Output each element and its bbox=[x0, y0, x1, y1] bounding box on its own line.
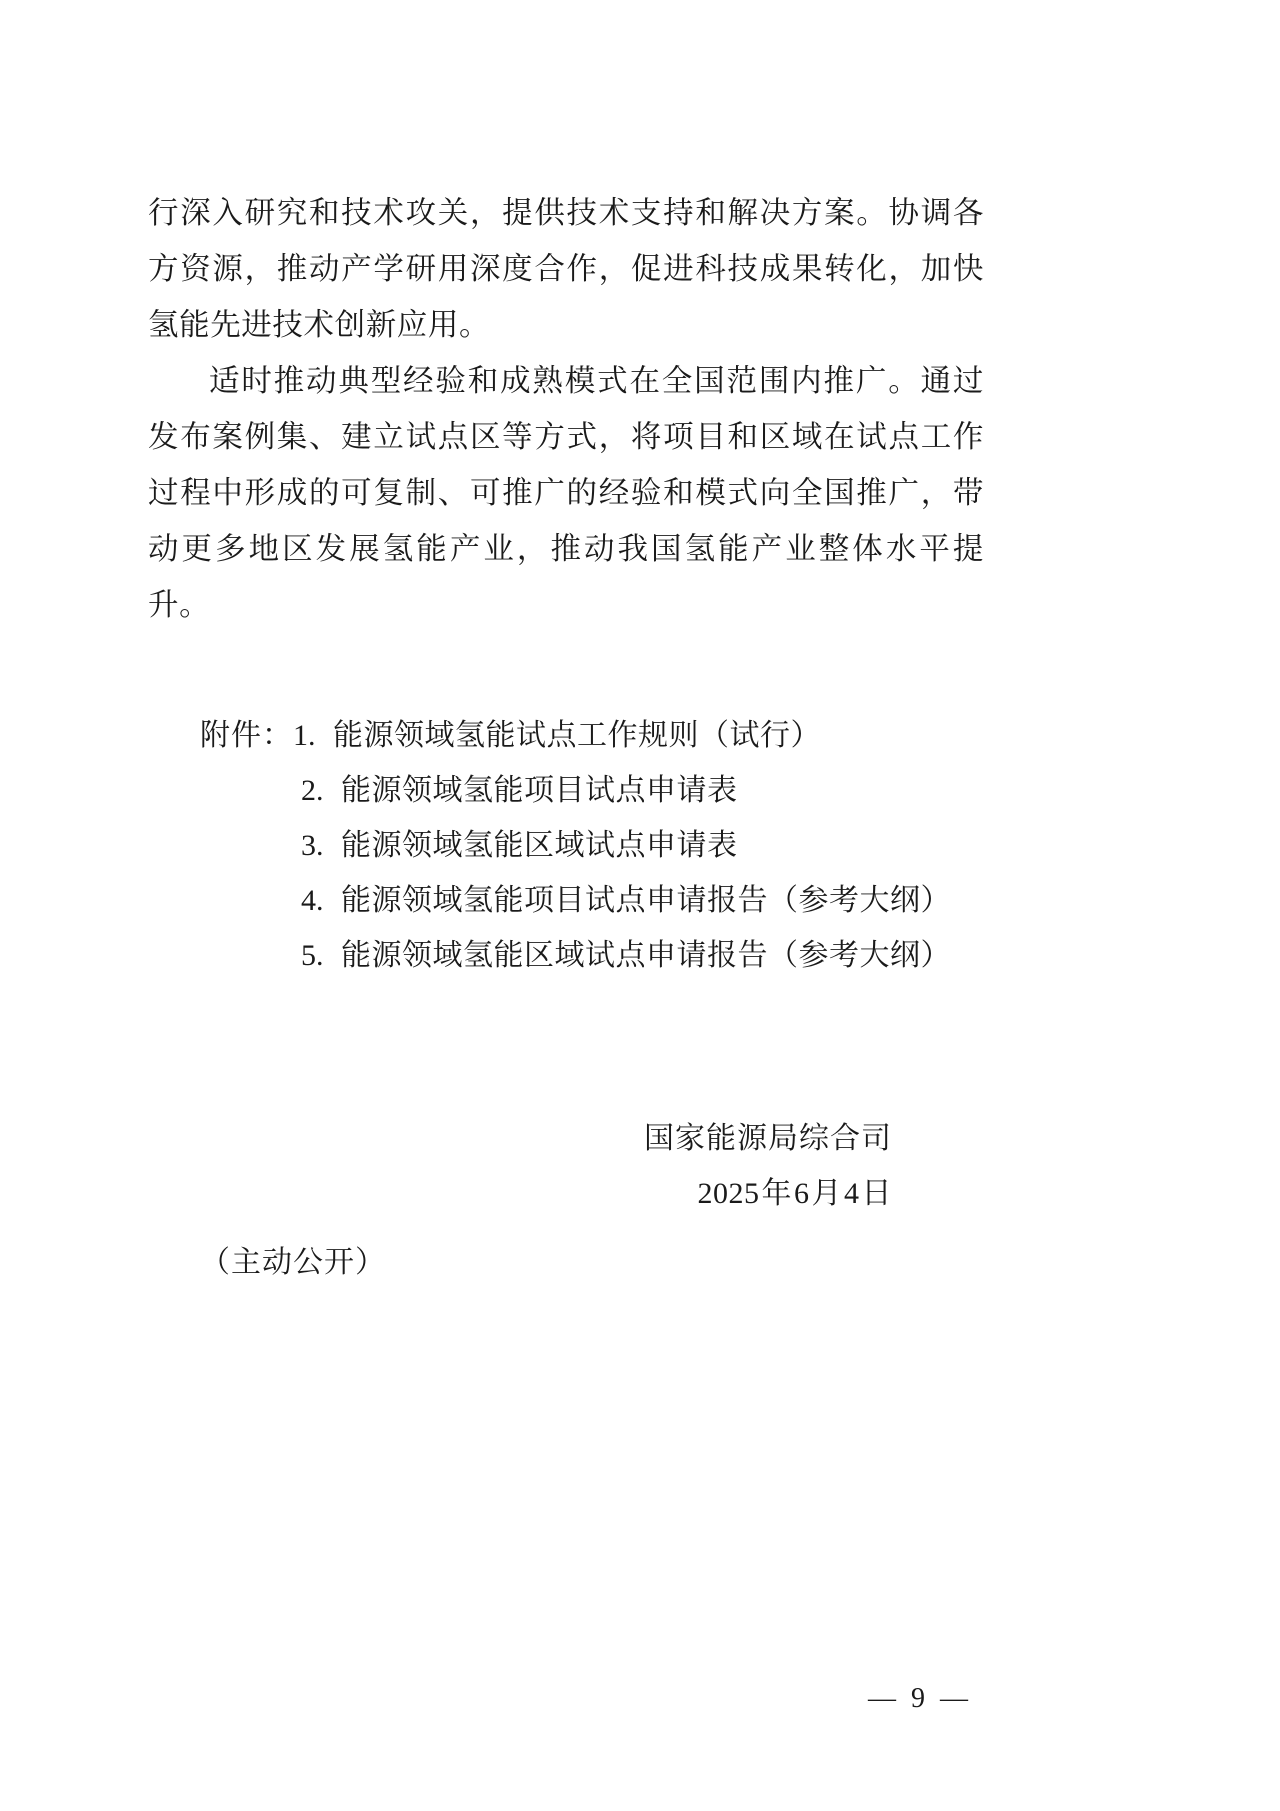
spacer bbox=[148, 634, 984, 708]
document-body bbox=[148, 186, 984, 1290]
attachment-title: 能源领域氢能试点工作规则（试行） bbox=[333, 718, 821, 753]
attachment-list bbox=[200, 708, 984, 983]
issue-date bbox=[148, 1166, 892, 1221]
year-unit: 年 bbox=[761, 1176, 792, 1211]
issue-day: 4 bbox=[844, 1177, 860, 1210]
page-number bbox=[0, 1683, 1280, 1715]
signature-block bbox=[148, 1111, 984, 1221]
attachment-number: 4. bbox=[301, 884, 324, 917]
attachment-row bbox=[200, 818, 984, 873]
paragraph-promotion: 适时推动典型经验和成熟模式在全国范围内推广。通过发布案例集、建立试点区等方式，将项目和区域在试点工作过程中形成的可复制、可推广的经验和模式向全国推广，带动更多地区发展氢能产业，推动我国氢能产业整体水平提升。 bbox=[148, 364, 984, 623]
attachment-title: 能源领域氢能区域试点申请表 bbox=[341, 828, 738, 863]
attachment-row bbox=[200, 873, 984, 928]
attachment-title: 能源领域氢能项目试点申请表 bbox=[341, 773, 738, 808]
attachment-row bbox=[200, 928, 984, 983]
month-unit: 月 bbox=[811, 1176, 842, 1211]
attachment-title: 能源领域氢能项目试点申请报告（参考大纲） bbox=[341, 883, 951, 918]
issue-year: 2025 bbox=[697, 1177, 760, 1210]
attachment-number: 1. bbox=[293, 719, 316, 752]
attachment-label: 附件： bbox=[200, 718, 293, 753]
disclosure-note: （主动公开） bbox=[200, 1245, 386, 1280]
issue-month: 6 bbox=[794, 1177, 810, 1210]
attachment-number: 3. bbox=[301, 829, 324, 862]
attachment-row bbox=[200, 708, 984, 763]
attachment-number: 5. bbox=[301, 939, 324, 972]
attachment-number: 2. bbox=[301, 774, 324, 807]
day-unit: 日 bbox=[861, 1176, 892, 1211]
paragraph-continued: 行深入研究和技术攻关，提供技术支持和解决方案。协调各方资源，推动产学研用深度合作，促进科技成果转化，加快氢能先进技术创新应用。 bbox=[148, 196, 984, 343]
issuing-authority: 国家能源局综合司 bbox=[644, 1121, 892, 1156]
attachment-title: 能源领域氢能区域试点申请报告（参考大纲） bbox=[341, 938, 951, 973]
paragraph-group bbox=[148, 186, 984, 634]
page-number-text: — 9 — bbox=[868, 1683, 972, 1714]
attachment-row bbox=[200, 763, 984, 818]
